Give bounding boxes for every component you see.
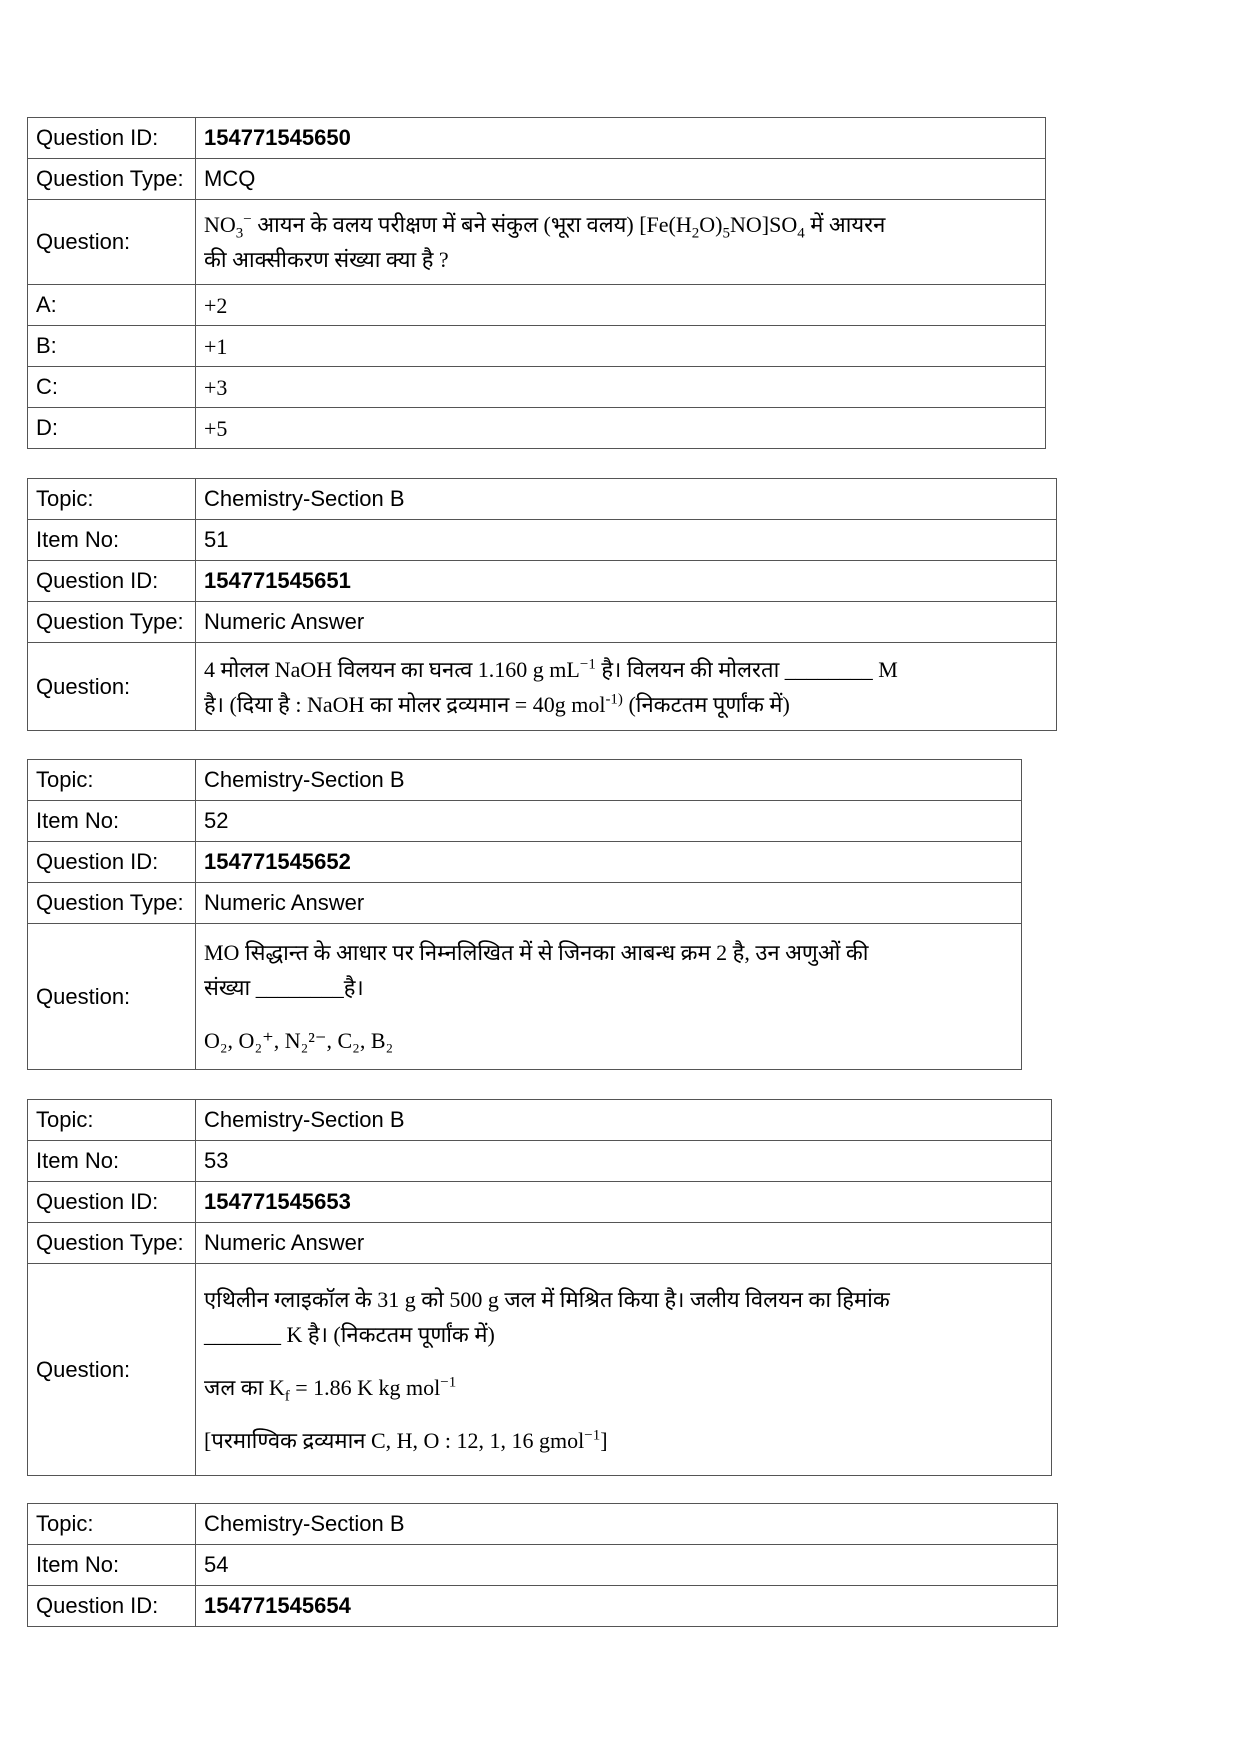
question-id-value: 154771545654 (196, 1586, 1058, 1627)
question-text (196, 1264, 1052, 1476)
label-question: Question: (28, 643, 196, 731)
label-item-no: Item No: (28, 1141, 196, 1182)
label-option-b: B: (28, 326, 196, 367)
atomic-mass-line: [परमाण्विक द्रव्यमान C, H, O : 12, 1, 16 gmol$^{-1}$] (204, 1427, 608, 1453)
species-list: O₂, O₂⁺, N₂²⁻, C₂, B₂ (204, 1028, 394, 1053)
question-id-value: 154771545652 (196, 842, 1022, 883)
row-question-type (28, 1223, 1052, 1264)
row-item-no (28, 1545, 1058, 1586)
row-question-id (28, 1586, 1058, 1627)
question-table-54 (27, 1503, 1058, 1627)
row-question (28, 924, 1022, 1070)
row-option-b (28, 326, 1046, 367)
label-question-id: Question ID: (28, 1586, 196, 1627)
label-item-no: Item No: (28, 520, 196, 561)
question-table-52 (27, 759, 1022, 1070)
label-question-type: Question Type: (28, 602, 196, 643)
question-line-2: _______ K है। (निकटतम पूर्णांक में) (204, 1321, 495, 1347)
question-line-2: की आक्सीकरण संख्या क्या है ? (204, 247, 449, 272)
question-line-1: एथिलीन ग्लाइकॉल के 31 g को 500 g जल में मिश्रित किया है। जलीय विलयन का हिमांक (204, 1286, 890, 1312)
question-id-value: 154771545653 (196, 1182, 1052, 1223)
row-question-id (28, 842, 1022, 883)
row-question-id (28, 1182, 1052, 1223)
item-no-value: 52 (196, 801, 1022, 842)
question-line-2: संख्या ________है। (204, 975, 364, 1000)
row-item-no (28, 1141, 1052, 1182)
label-topic: Topic: (28, 479, 196, 520)
question-type-value: Numeric Answer (196, 883, 1022, 924)
label-question-id: Question ID: (28, 842, 196, 883)
question-line-1: 4 मोलल NaOH विलयन का घनत्व 1.160 g $mL^{-1}$ है। विलयन की मोलरता ________ M (204, 656, 898, 682)
row-topic (28, 760, 1022, 801)
label-item-no: Item No: (28, 1545, 196, 1586)
label-question-type: Question Type: (28, 883, 196, 924)
question-type-value: Numeric Answer (196, 1223, 1052, 1264)
row-question-type (28, 159, 1046, 200)
row-question-id (28, 118, 1046, 159)
question-table-51 (27, 478, 1057, 731)
label-question-id: Question ID: (28, 118, 196, 159)
label-question-id: Question ID: (28, 1182, 196, 1223)
label-topic: Topic: (28, 760, 196, 801)
topic-value: Chemistry-Section B (196, 1504, 1058, 1545)
label-question-type: Question Type: (28, 159, 196, 200)
item-no-value: 51 (196, 520, 1057, 561)
topic-value: Chemistry-Section B (196, 1100, 1052, 1141)
label-option-d: D: (28, 408, 196, 449)
label-question-type: Question Type: (28, 1223, 196, 1264)
option-b-value: +1 (196, 326, 1046, 367)
row-topic (28, 1504, 1058, 1545)
label-topic: Topic: (28, 1100, 196, 1141)
option-a-value: +2 (196, 285, 1046, 326)
row-item-no (28, 801, 1022, 842)
row-question (28, 1264, 1052, 1476)
label-question: Question: (28, 1264, 196, 1476)
question-id-value: 154771545650 (196, 118, 1046, 159)
question-id-value: 154771545651 (196, 561, 1057, 602)
row-option-a (28, 285, 1046, 326)
row-question-id (28, 561, 1057, 602)
label-option-a: A: (28, 285, 196, 326)
row-option-d (28, 408, 1046, 449)
option-c-value: +3 (196, 367, 1046, 408)
question-text (196, 924, 1022, 1070)
topic-value: Chemistry-Section B (196, 760, 1022, 801)
label-topic: Topic: (28, 1504, 196, 1545)
row-question-type (28, 602, 1057, 643)
row-topic (28, 479, 1057, 520)
label-option-c: C: (28, 367, 196, 408)
label-question: Question: (28, 924, 196, 1070)
item-no-value: 54 (196, 1545, 1058, 1586)
row-question-type (28, 883, 1022, 924)
question-table-53 (27, 1099, 1052, 1476)
topic-value: Chemistry-Section B (196, 479, 1057, 520)
question-table-50 (27, 117, 1046, 449)
option-d-value: +5 (196, 408, 1046, 449)
row-option-c (28, 367, 1046, 408)
question-text (196, 200, 1046, 285)
question-text (196, 643, 1057, 731)
question-line-1: $NO_3^-$ आयन के वलय परीक्षण में बने संकुल (भूरा वलय) $[Fe(H_2O)_5NO]SO_4$ में आयरन (204, 211, 886, 242)
question-type-value: Numeric Answer (196, 602, 1057, 643)
label-question: Question: (28, 200, 196, 285)
label-question-id: Question ID: (28, 561, 196, 602)
row-item-no (28, 520, 1057, 561)
row-question (28, 643, 1057, 731)
row-question (28, 200, 1046, 285)
question-line-1: MO सिद्धान्त के आधार पर निम्नलिखित में से जिनका आबन्ध क्रम 2 है, उन अणुओं की (204, 940, 869, 965)
label-item-no: Item No: (28, 801, 196, 842)
row-topic (28, 1100, 1052, 1141)
kf-line: जल का $K_f = 1.86$ K kg mol$^{-1}$ (204, 1374, 457, 1404)
question-type-value: MCQ (196, 159, 1046, 200)
question-line-2: है। (दिया है : NaOH का मोलर द्रव्यमान = 40g mol$^{-1)}$ (निकटतम पूर्णांक में) (204, 691, 790, 717)
item-no-value: 53 (196, 1141, 1052, 1182)
